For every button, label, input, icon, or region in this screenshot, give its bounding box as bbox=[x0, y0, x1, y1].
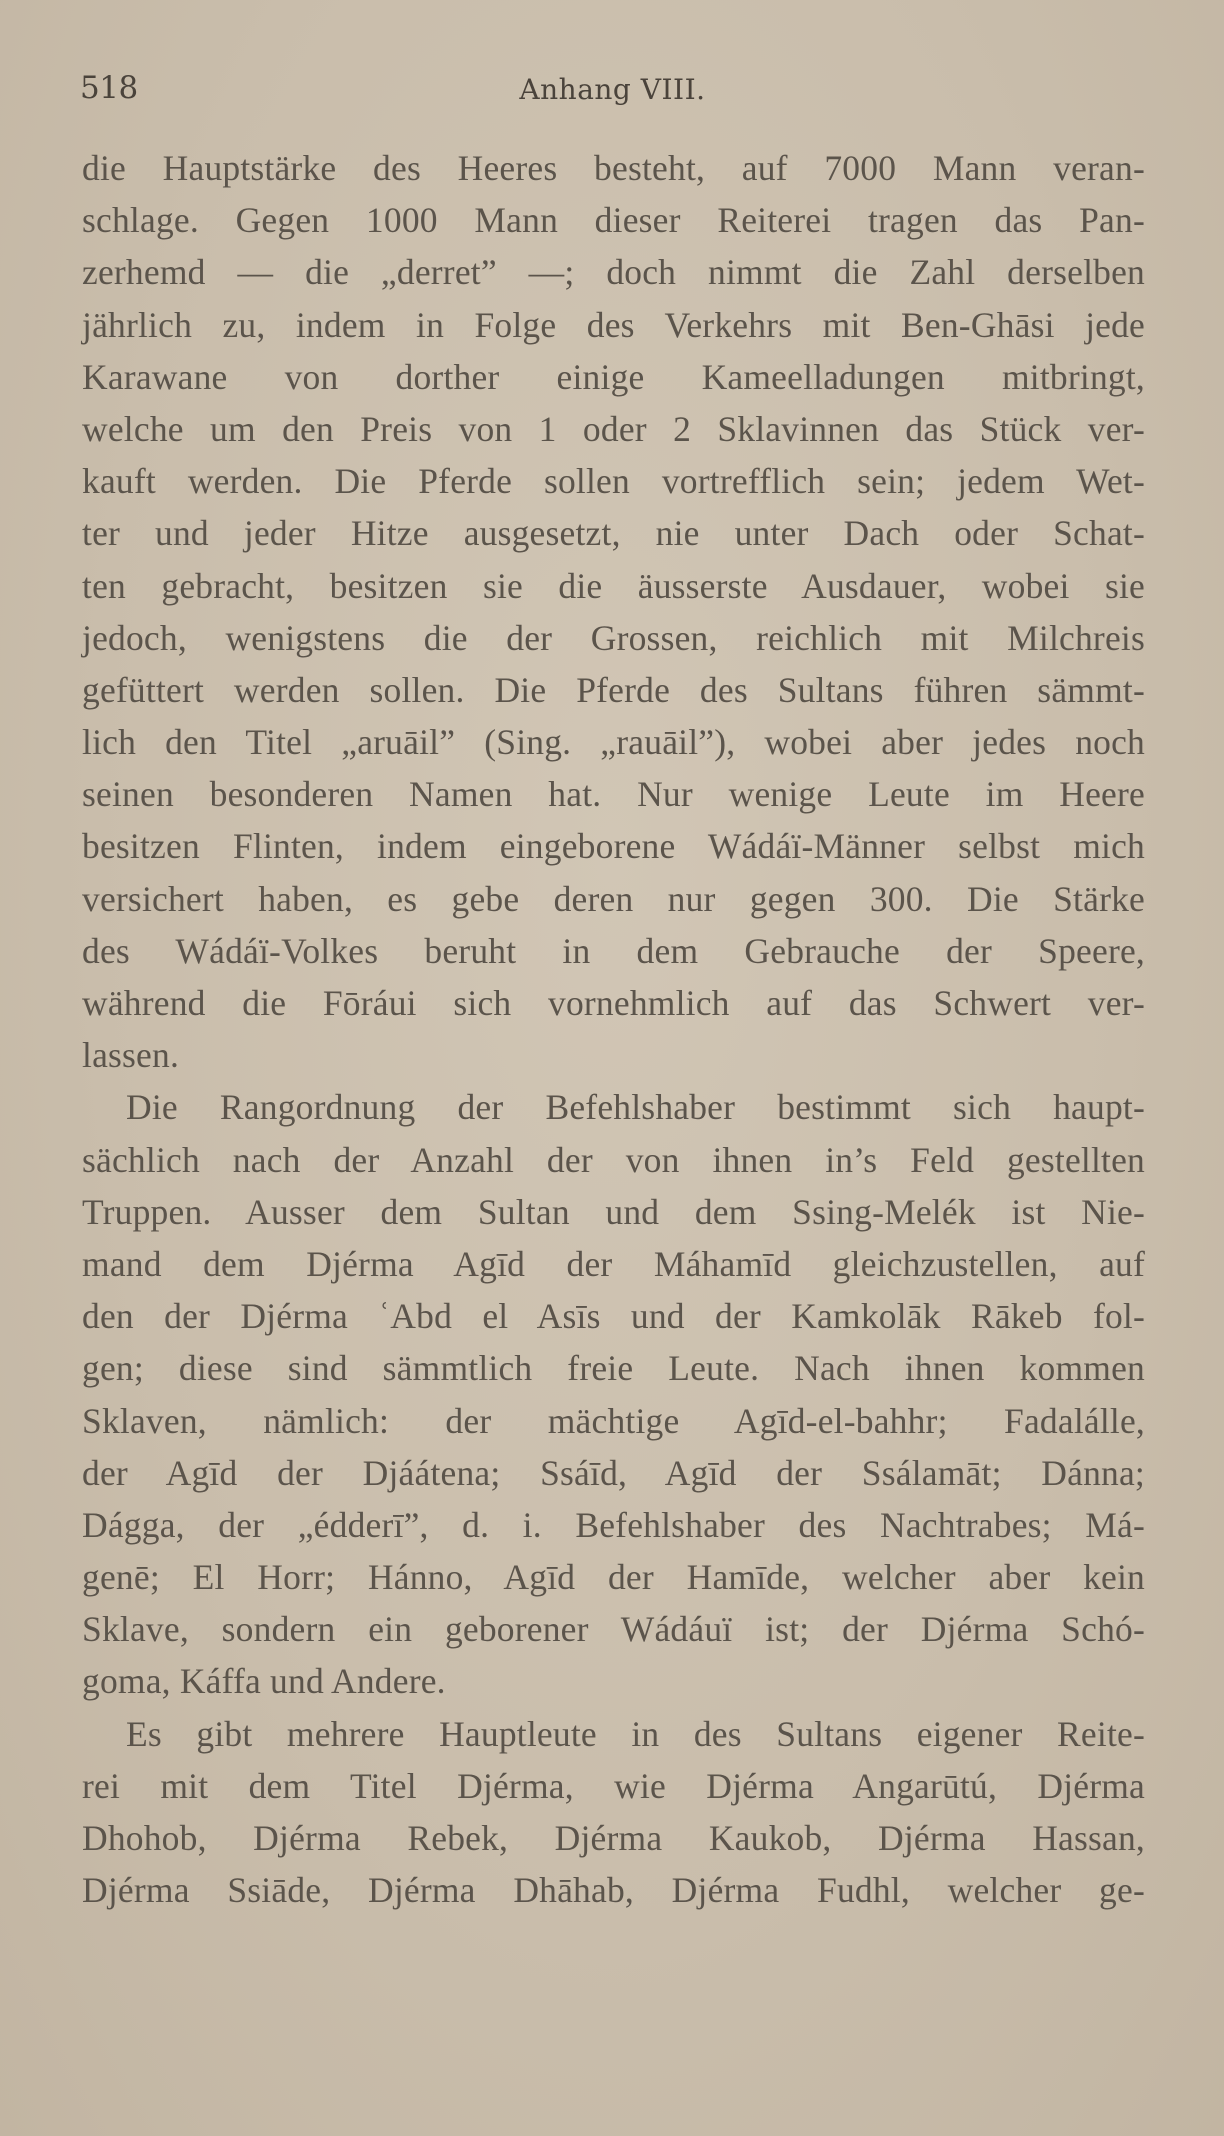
text-line: seinen besonderen Namen hat. Nur wenige Leute im Heere bbox=[82, 774, 1145, 815]
text-line: versichert haben, es gebe deren nur gegen 300. Die Stärke bbox=[82, 878, 1145, 919]
text-line: den der Djérma ʿAbd el Asīs und der Kamkolāk Rākeb fol- bbox=[82, 1296, 1145, 1337]
text-line: kauft werden. Die Pferde sollen vortrefflich sein; jedem Wet- bbox=[82, 461, 1145, 502]
page-header bbox=[80, 70, 1145, 114]
text-line: lich den Titel „aruāil” (Sing. „rauāil”), wobei aber jedes noch bbox=[82, 722, 1145, 763]
text-line: genē; El Horr; Hánno, Agīd der Hamīde, welcher aber kein bbox=[82, 1557, 1145, 1598]
text-line: mand dem Djérma Agīd der Máhamīd gleichzustellen, auf bbox=[82, 1243, 1145, 1284]
text-line: Karawane von dorther einige Kameelladungen mitbringt, bbox=[82, 356, 1145, 397]
text-line: welche um den Preis von 1 oder 2 Sklavinnen das Stück ver- bbox=[82, 408, 1145, 449]
body-text bbox=[82, 142, 1145, 1916]
text-line: besitzen Flinten, indem eingeborene Wádáï-Männer selbst mich bbox=[82, 826, 1145, 867]
page-number: 518 bbox=[80, 70, 138, 106]
text-line: des Wádáï-Volkes beruht in dem Gebrauche der Speere, bbox=[82, 930, 1145, 971]
text-line: ten gebracht, besitzen sie die äusserste Ausdauer, wobei sie bbox=[82, 565, 1145, 606]
text-line: der Agīd der Djáátena; Ssáīd, Agīd der Ssálamāt; Dánna; bbox=[82, 1452, 1145, 1493]
text-line: sächlich nach der Anzahl der von ihnen in’s Feld gestellten bbox=[82, 1139, 1145, 1180]
text-line: Djérma Ssiāde, Djérma Dhāhab, Djérma Fudhl, welcher ge- bbox=[82, 1870, 1145, 1911]
text-line: goma, Káffa und Andere. bbox=[82, 1661, 446, 1702]
text-line: Es gibt mehrere Hauptleute in des Sultans eigener Reite- bbox=[126, 1713, 1145, 1754]
text-line: lassen. bbox=[82, 1035, 180, 1076]
text-line: die Hauptstärke des Heeres besteht, auf 7000 Mann veran- bbox=[82, 148, 1145, 188]
text-line: gefüttert werden sollen. Die Pferde des Sultans führen sämmt- bbox=[82, 669, 1145, 710]
text-line: Truppen. Ausser dem Sultan und dem Ssing-Melék ist Nie- bbox=[82, 1191, 1145, 1232]
text-line: jährlich zu, indem in Folge des Verkehrs mit Ben-Ghāsi jede bbox=[82, 304, 1145, 345]
text-line: schlage. Gegen 1000 Mann dieser Reiterei tragen das Pan- bbox=[82, 200, 1145, 241]
running-head: Anhang VIII. bbox=[519, 73, 706, 106]
text-line: gen; diese sind sämmtlich freie Leute. Nach ihnen kommen bbox=[82, 1348, 1145, 1389]
text-line: jedoch, wenigstens die der Grossen, reichlich mit Milchreis bbox=[82, 617, 1145, 658]
text-line: Sklaven, nämlich: der mächtige Agīd-el-bahhr; Fadalálle, bbox=[82, 1400, 1145, 1441]
text-line: Dhohob, Djérma Rebek, Djérma Kaukob, Djérma Hassan, bbox=[82, 1818, 1145, 1858]
text-line: zerhemd — die „derret” —; doch nimmt die Zahl derselben bbox=[82, 252, 1145, 293]
text-line: Die Rangordnung der Befehlshaber bestimmt sich haupt- bbox=[126, 1087, 1145, 1128]
text-line: Dágga, der „édderī”, d. i. Befehlshaber des Nachtrabes; Má- bbox=[82, 1504, 1145, 1545]
text-line: rei mit dem Titel Djérma, wie Djérma Angarūtú, Djérma bbox=[82, 1765, 1145, 1806]
text-line: während die Fōráui sich vornehmlich auf das Schwert ver- bbox=[82, 983, 1145, 1023]
text-line: ter und jeder Hitze ausgesetzt, nie unter Dach oder Schat- bbox=[82, 513, 1145, 554]
text-line: Sklave, sondern ein geborener Wádáuï ist; der Djérma Schó- bbox=[82, 1609, 1145, 1650]
